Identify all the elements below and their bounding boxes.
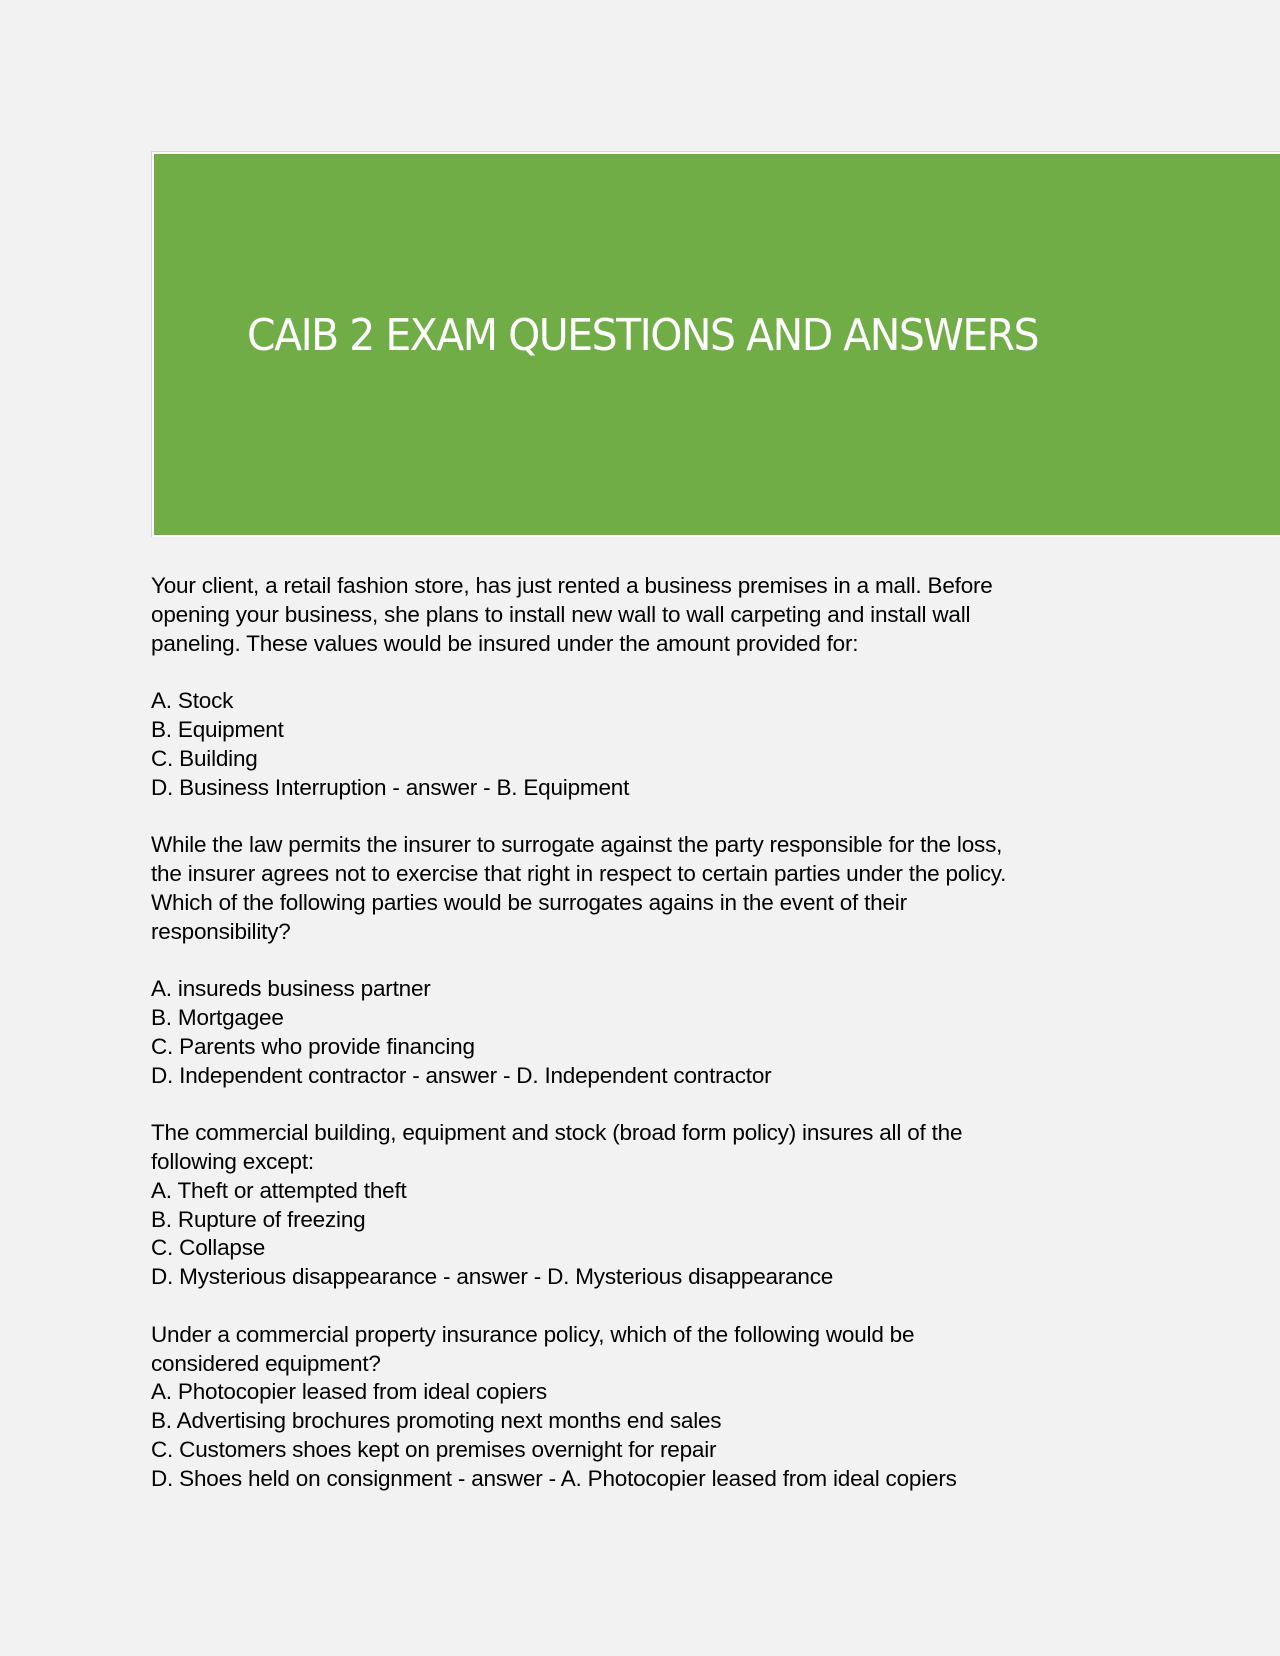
option-b: B. Mortgagee xyxy=(151,1004,284,1030)
question-line: Your client, a retail fashion store, has just rented a business premises in a mall. Before xyxy=(151,573,993,598)
question-block xyxy=(151,831,1151,1090)
option-c: C. Building xyxy=(151,745,258,771)
question-line: Which of the following parties would be surrogates agains in the event of their xyxy=(151,889,907,915)
answer-options xyxy=(151,1378,1151,1493)
option-a: A. Photocopier leased from ideal copiers xyxy=(151,1379,547,1405)
question-line: While the law permits the insurer to surrogate against the party responsible for the loss, xyxy=(151,832,1003,858)
question-line: following except: xyxy=(151,1148,314,1174)
question-line: Under a commercial property insurance policy, which of the following would be xyxy=(151,1321,915,1347)
spacer xyxy=(151,1090,1151,1119)
question-text xyxy=(151,1119,1151,1177)
question-block xyxy=(151,1119,1151,1292)
question-text xyxy=(151,831,1151,946)
question-line: the insurer agrees not to exercise that right in respect to certain parties under the policy. xyxy=(151,860,1007,886)
spacer xyxy=(151,946,1151,975)
question-text xyxy=(151,572,1151,658)
option-b: B. Equipment xyxy=(151,716,284,742)
question-block xyxy=(151,572,1151,802)
option-c: C. Parents who provide financing xyxy=(151,1033,475,1059)
option-c: C. Customers shoes kept on premises overnight for repair xyxy=(151,1436,717,1462)
option-c: C. Collapse xyxy=(151,1235,266,1261)
answer-options xyxy=(151,687,1151,802)
option-d-with-answer: D. Business Interruption - answer - B. Equipment xyxy=(151,774,630,800)
question-line: paneling. These values would be insured under the amount provided for: xyxy=(151,630,859,656)
spacer xyxy=(151,658,1151,687)
option-d-with-answer: D. Independent contractor - answer - D. Independent contractor xyxy=(151,1062,772,1088)
spacer xyxy=(151,1292,1151,1321)
option-a: A. Stock xyxy=(151,688,234,714)
question-line: opening your business, she plans to install new wall to wall carpeting and install wall xyxy=(151,601,971,627)
spacer xyxy=(151,802,1151,831)
option-b: B. Advertising brochures promoting next months end sales xyxy=(151,1408,722,1434)
document-body xyxy=(151,572,1151,1494)
question-line: considered equipment? xyxy=(151,1350,381,1376)
option-d-with-answer: D. Shoes held on consignment - answer - A. Photocopier leased from ideal copiers xyxy=(151,1465,957,1491)
title-banner xyxy=(154,154,1280,535)
question-text xyxy=(151,1321,1151,1379)
option-a: A. Theft or attempted theft xyxy=(151,1177,407,1203)
question-line: The commercial building, equipment and stock (broad form policy) insures all of the xyxy=(151,1120,963,1146)
option-a: A. insureds business partner xyxy=(151,976,431,1002)
answer-options xyxy=(151,1177,1151,1292)
option-d-with-answer: D. Mysterious disappearance - answer - D. Mysterious disappearance xyxy=(151,1264,834,1290)
document-title: CAIB 2 EXAM QUESTIONS AND ANSWERS xyxy=(247,310,1039,361)
question-line: responsibility? xyxy=(151,918,291,944)
question-block xyxy=(151,1321,1151,1494)
answer-options xyxy=(151,975,1151,1090)
option-b: B. Rupture of freezing xyxy=(151,1206,366,1232)
